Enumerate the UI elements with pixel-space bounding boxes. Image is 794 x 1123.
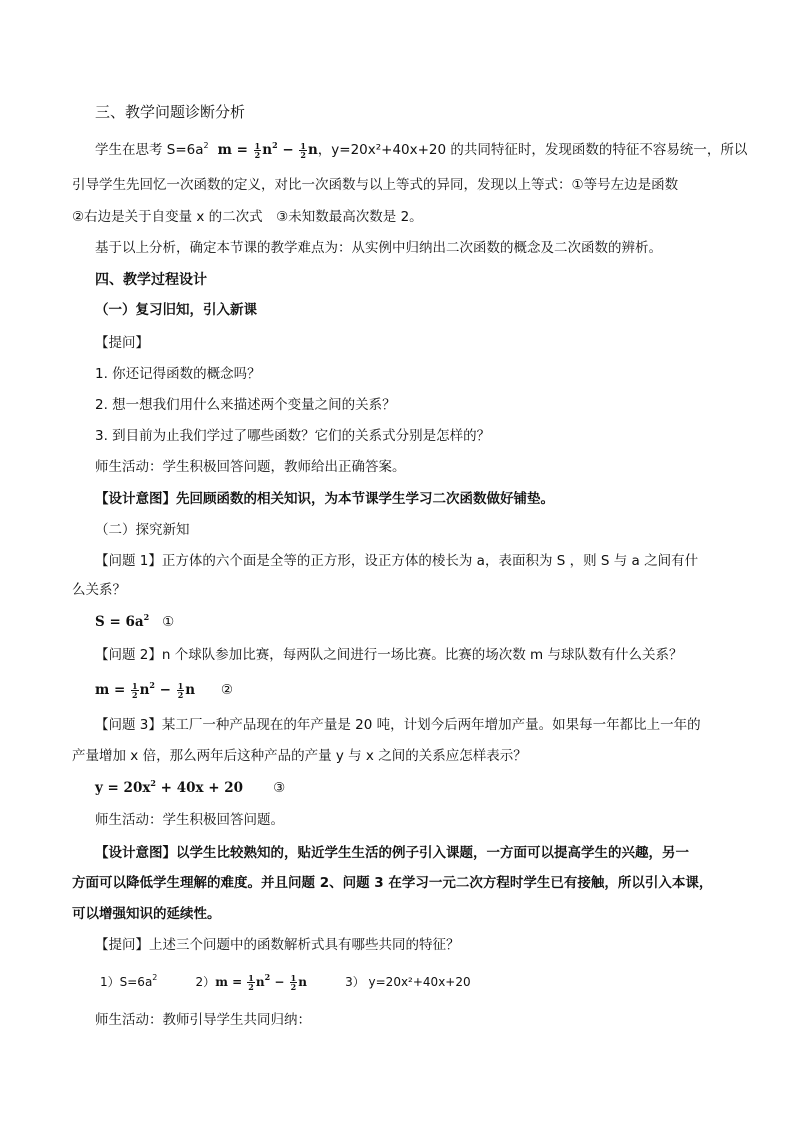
activity-line: 师生活动：学生积极回答问题，教师给出正确答案。	[95, 459, 406, 475]
question-item: 1. 你还记得函数的概念吗？	[95, 366, 261, 382]
formula-list: $1)S=6a^2$ 2）m = $\frac{1}{2}$ $n^2$ − $\frac{1}{2}$ n 3） y=20x²+40x+20	[100, 972, 471, 992]
equation-1: $S = 6a^2$ ①	[95, 612, 175, 630]
paragraph-line: 基于以上分析，确定本节课的教学难点为：从实例中归纳出二次函数的概念及二次函数的辨析。	[95, 240, 662, 256]
equation-3: $y = 20x^2 + 40x + 20$ ③	[95, 778, 286, 796]
ask-line: 【提问】上述三个问题中的函数解析式具有哪些共同的特征？	[95, 937, 460, 953]
equation-2: m = $\frac{1}{2}$ $n^2$ − $\frac{1}{2}$ n ②	[95, 680, 233, 700]
paragraph-line: 学生在思考 $S=6a^2$ m = $\frac{1}{2}$ $n^2$ − $\frac{1}{2}$ n，y=20x²+40x+20 的共同特征时，发现函数的特征不容易统一，所以	[95, 140, 748, 160]
design-intent-cont: 可以增强知识的延续性。	[72, 906, 221, 922]
problem-3: 【问题 3】某工厂一种产品现在的年产量是 20 吨，计划今后两年增加产量。如果每一年都比上一年的	[95, 717, 701, 733]
problem-2: 【问题 2】n 个球队参加比赛，每两队之间进行一场比赛。比赛的场次数 m 与球队数有什么关系？	[95, 647, 683, 663]
subsection-heading: （二）探究新知	[95, 522, 190, 538]
design-intent: 【设计意图】先回顾函数的相关知识，为本节课学生学习二次函数做好铺垫。	[95, 491, 554, 507]
design-intent-cont: 方面可以降低学生理解的难度。并且问题 2、问题 3 在学习一元二次方程时学生已有接触，所以引入本课，	[72, 875, 713, 891]
section-4-heading: 四、教学过程设计	[95, 272, 207, 288]
ask-tag: 【提问】	[95, 335, 149, 351]
section-3-heading: 三、教学问题诊断分析	[95, 103, 246, 121]
activity-line: 师生活动：学生积极回答问题。	[95, 812, 284, 828]
question-item: 3. 到目前为止我们学过了哪些函数？它们的关系式分别是怎样的？	[95, 428, 491, 444]
subsection-heading: （一）复习旧知，引入新课	[95, 302, 257, 318]
question-item: 2. 想一想我们用什么来描述两个变量之间的关系？	[95, 397, 396, 413]
paragraph-line: ②右边是关于自变量 x 的二次式 ③未知数最高次数是 2。	[72, 209, 423, 225]
problem-1: 【问题 1】正方体的六个面是全等的正方形，设正方体的棱长为 a，表面积为 S ，则 S 与 a 之间有什	[95, 553, 699, 569]
problem-1-cont: 么关系？	[72, 582, 126, 598]
problem-3-cont: 产量增加 x 倍，那么两年后这种产品的产量 y 与 x 之间的关系应怎样表示？	[72, 748, 527, 764]
design-intent: 【设计意图】以学生比较熟知的，贴近学生生活的例子引入课题，一方面可以提高学生的兴趣，另一	[95, 845, 689, 861]
activity-line: 师生活动：教师引导学生共同归纳：	[95, 1012, 311, 1028]
paragraph-line: 引导学生先回忆一次函数的定义，对比一次函数与以上等式的异同，发现以上等式：①等号左边是函数	[72, 177, 679, 193]
